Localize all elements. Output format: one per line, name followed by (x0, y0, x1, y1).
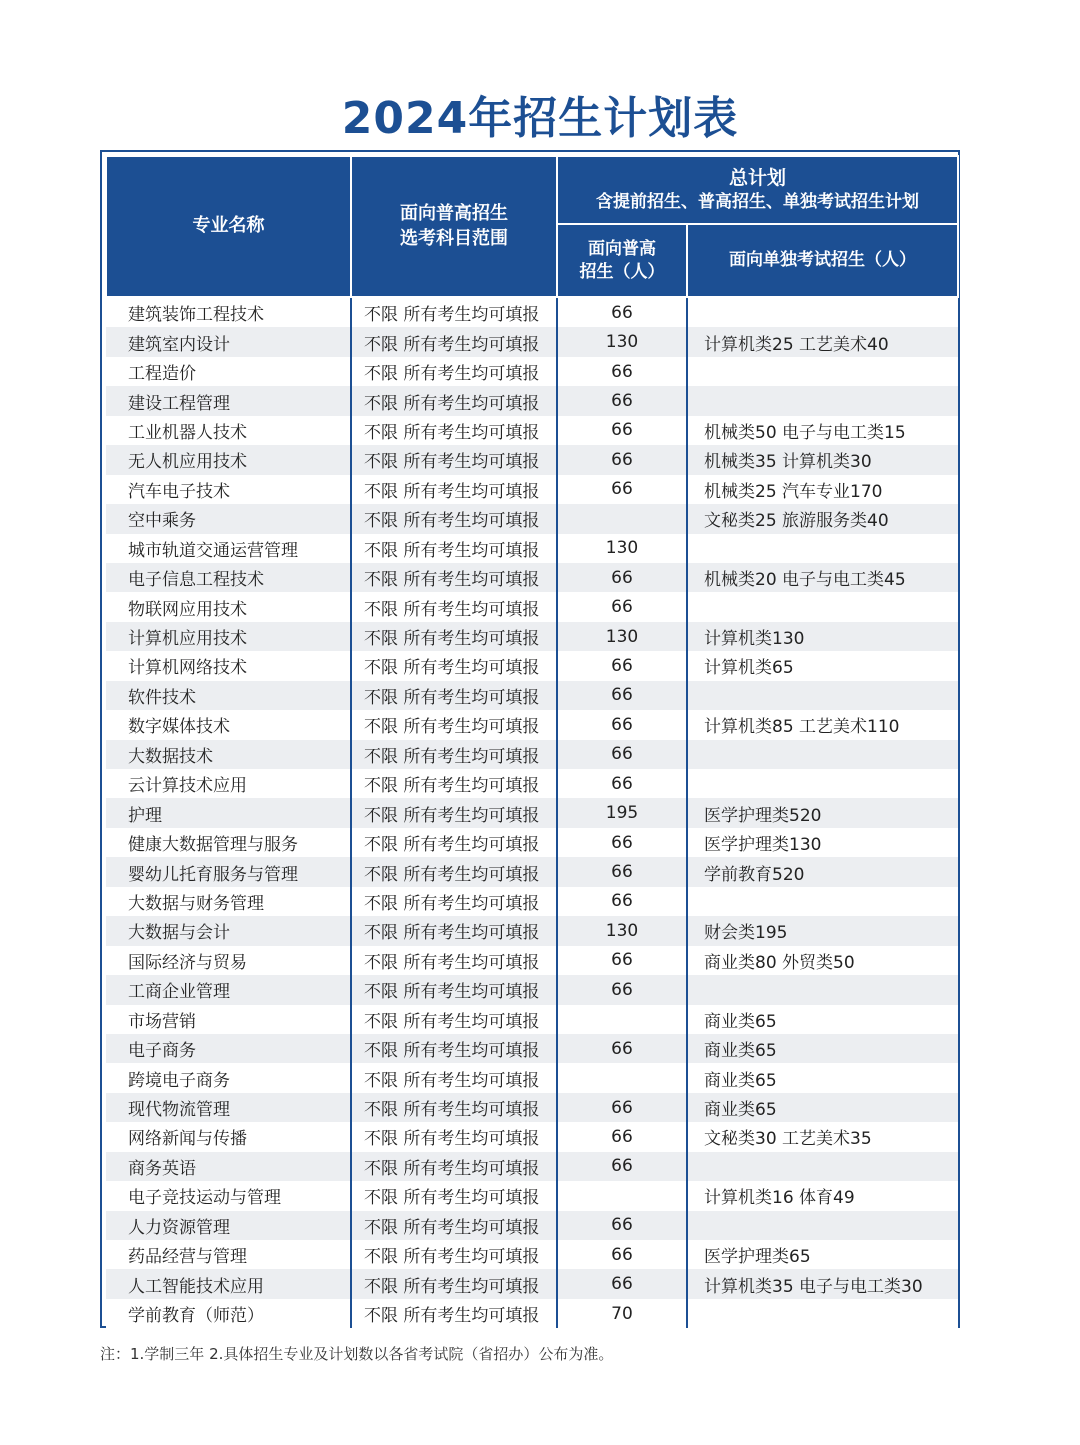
scope-cell: 不限 所有考生均可填报 (351, 1122, 557, 1151)
major-cell: 现代物流管理 (106, 1093, 351, 1122)
major-cell: 软件技术 (106, 681, 351, 710)
page-title: 2024年招生计划表 (341, 93, 739, 144)
single-exam-cell: 机械类20 电子与电工类45 (687, 563, 958, 592)
scope-cell: 不限 所有考生均可填报 (351, 857, 557, 886)
major-cell: 空中乘务 (106, 504, 351, 533)
single-exam-cell: 财会类195 (687, 916, 958, 945)
enrollment-plan-table (100, 150, 960, 1328)
header-general (557, 224, 687, 297)
table-row (106, 1005, 958, 1034)
scope-cell: 不限 所有考生均可填报 (351, 1299, 557, 1328)
major-cell: 健康大数据管理与服务 (106, 828, 351, 857)
major-cell: 计算机网络技术 (106, 651, 351, 680)
general-count-cell: 130 (557, 622, 687, 651)
table-row (106, 386, 958, 415)
scope-cell: 不限 所有考生均可填报 (351, 1034, 557, 1063)
general-count-cell: 66 (557, 386, 687, 415)
single-exam-cell: 商业类80 外贸类50 (687, 946, 958, 975)
scope-cell: 不限 所有考生均可填报 (351, 798, 557, 827)
single-exam-cell (687, 297, 958, 327)
major-cell: 药品经营与管理 (106, 1240, 351, 1269)
single-exam-cell (687, 357, 958, 386)
header-total-sub: 含提前招生、普高招生、单独考试招生计划 (596, 192, 919, 213)
general-count-cell: 130 (557, 534, 687, 563)
major-cell: 护理 (106, 798, 351, 827)
scope-cell: 不限 所有考生均可填报 (351, 975, 557, 1004)
table-row (106, 1093, 958, 1122)
scope-cell: 不限 所有考生均可填报 (351, 710, 557, 739)
table-row (106, 416, 958, 445)
scope-cell: 不限 所有考生均可填报 (351, 592, 557, 621)
table-row (106, 357, 958, 386)
scope-cell: 不限 所有考生均可填报 (351, 828, 557, 857)
single-exam-cell: 医学护理类520 (687, 798, 958, 827)
table-row (106, 887, 958, 916)
general-count-cell: 66 (557, 1211, 687, 1240)
single-exam-cell (687, 1152, 958, 1181)
single-exam-cell (687, 534, 958, 563)
major-cell: 网络新闻与传播 (106, 1122, 351, 1151)
scope-cell: 不限 所有考生均可填报 (351, 1152, 557, 1181)
single-exam-cell: 医学护理类130 (687, 828, 958, 857)
single-exam-cell: 学前教育520 (687, 857, 958, 886)
single-exam-cell (687, 887, 958, 916)
table-row (106, 798, 958, 827)
major-cell: 无人机应用技术 (106, 445, 351, 474)
general-count-cell (557, 1063, 687, 1092)
major-cell: 城市轨道交通运营管理 (106, 534, 351, 563)
single-exam-cell: 商业类65 (687, 1063, 958, 1092)
header-subject-line2: 选考科目范围 (400, 227, 508, 249)
table-row (106, 975, 958, 1004)
table-row (106, 1240, 958, 1269)
general-count-cell: 66 (557, 445, 687, 474)
major-cell: 计算机应用技术 (106, 622, 351, 651)
major-cell: 市场营销 (106, 1005, 351, 1034)
general-count-cell: 130 (557, 327, 687, 356)
header-total-plan (557, 156, 958, 224)
scope-cell: 不限 所有考生均可填报 (351, 916, 557, 945)
major-cell: 国际经济与贸易 (106, 946, 351, 975)
major-cell: 工程造价 (106, 357, 351, 386)
general-count-cell: 66 (557, 416, 687, 445)
header-general-line1: 面向普高 (588, 238, 656, 259)
scope-cell: 不限 所有考生均可填报 (351, 681, 557, 710)
general-count-cell: 66 (557, 1152, 687, 1181)
major-cell: 跨境电子商务 (106, 1063, 351, 1092)
table-row (106, 769, 958, 798)
table-row (106, 327, 958, 356)
single-exam-cell: 医学护理类65 (687, 1240, 958, 1269)
scope-cell: 不限 所有考生均可填报 (351, 1269, 557, 1298)
plan-table (105, 155, 959, 1328)
table-row (106, 534, 958, 563)
single-exam-cell (687, 386, 958, 415)
header-single-exam: 面向单独考试招生（人） (687, 224, 958, 297)
major-cell: 数字媒体技术 (106, 710, 351, 739)
single-exam-cell: 商业类65 (687, 1034, 958, 1063)
general-count-cell: 66 (557, 769, 687, 798)
table-row (106, 1152, 958, 1181)
table-row (106, 916, 958, 945)
table-row (106, 681, 958, 710)
general-count-cell: 66 (557, 357, 687, 386)
single-exam-cell: 计算机类25 工艺美术40 (687, 327, 958, 356)
single-exam-cell: 机械类25 汽车专业170 (687, 475, 958, 504)
single-exam-cell: 机械类35 计算机类30 (687, 445, 958, 474)
general-count-cell: 66 (557, 710, 687, 739)
general-count-cell (557, 504, 687, 533)
single-exam-cell: 文秘类25 旅游服务类40 (687, 504, 958, 533)
major-cell: 人力资源管理 (106, 1211, 351, 1240)
header-major: 专业名称 (106, 156, 351, 297)
general-count-cell: 70 (557, 1299, 687, 1328)
table-row (106, 828, 958, 857)
general-count-cell: 66 (557, 740, 687, 769)
table-row (106, 563, 958, 592)
general-count-cell: 66 (557, 297, 687, 327)
general-count-cell: 66 (557, 563, 687, 592)
scope-cell: 不限 所有考生均可填报 (351, 357, 557, 386)
scope-cell: 不限 所有考生均可填报 (351, 416, 557, 445)
header-general-line2: 招生（人） (579, 261, 665, 282)
major-cell: 云计算技术应用 (106, 769, 351, 798)
major-cell: 电子商务 (106, 1034, 351, 1063)
scope-cell: 不限 所有考生均可填报 (351, 445, 557, 474)
table-row (106, 592, 958, 621)
general-count-cell: 66 (557, 1269, 687, 1298)
single-exam-cell: 机械类50 电子与电工类15 (687, 416, 958, 445)
table-row (106, 1211, 958, 1240)
single-exam-cell (687, 975, 958, 1004)
table-row (106, 1181, 958, 1210)
scope-cell: 不限 所有考生均可填报 (351, 1093, 557, 1122)
scope-cell: 不限 所有考生均可填报 (351, 327, 557, 356)
table-row (106, 1063, 958, 1092)
header-total-title: 总计划 (728, 166, 786, 189)
major-cell: 大数据与财务管理 (106, 887, 351, 916)
general-count-cell: 66 (557, 975, 687, 1004)
scope-cell: 不限 所有考生均可填报 (351, 1211, 557, 1240)
major-cell: 大数据与会计 (106, 916, 351, 945)
major-cell: 婴幼儿托育服务与管理 (106, 857, 351, 886)
single-exam-cell (687, 681, 958, 710)
single-exam-cell: 商业类65 (687, 1093, 958, 1122)
scope-cell: 不限 所有考生均可填报 (351, 386, 557, 415)
table-row (106, 1299, 958, 1328)
major-cell: 大数据技术 (106, 740, 351, 769)
scope-cell: 不限 所有考生均可填报 (351, 475, 557, 504)
table-row (106, 297, 958, 327)
scope-cell: 不限 所有考生均可填报 (351, 769, 557, 798)
general-count-cell (557, 1181, 687, 1210)
table-row (106, 1034, 958, 1063)
general-count-cell: 66 (557, 1122, 687, 1151)
single-exam-cell (687, 1211, 958, 1240)
general-count-cell: 66 (557, 1093, 687, 1122)
major-cell: 建筑装饰工程技术 (106, 297, 351, 327)
single-exam-cell (687, 592, 958, 621)
scope-cell: 不限 所有考生均可填报 (351, 887, 557, 916)
major-cell: 电子竞技运动与管理 (106, 1181, 351, 1210)
general-count-cell: 66 (557, 946, 687, 975)
general-count-cell: 130 (557, 916, 687, 945)
table-row (106, 1269, 958, 1298)
table-row (106, 651, 958, 680)
major-cell: 学前教育（师范） (106, 1299, 351, 1328)
scope-cell: 不限 所有考生均可填报 (351, 297, 557, 327)
general-count-cell: 66 (557, 475, 687, 504)
scope-cell: 不限 所有考生均可填报 (351, 534, 557, 563)
major-cell: 商务英语 (106, 1152, 351, 1181)
single-exam-cell: 计算机类65 (687, 651, 958, 680)
general-count-cell: 66 (557, 857, 687, 886)
general-count-cell: 66 (557, 828, 687, 857)
major-cell: 建设工程管理 (106, 386, 351, 415)
general-count-cell (557, 1005, 687, 1034)
scope-cell: 不限 所有考生均可填报 (351, 563, 557, 592)
major-cell: 建筑室内设计 (106, 327, 351, 356)
general-count-cell: 195 (557, 798, 687, 827)
single-exam-cell: 计算机类16 体育49 (687, 1181, 958, 1210)
table-row (106, 445, 958, 474)
table-row (106, 857, 958, 886)
table-body (106, 297, 958, 1328)
general-count-cell: 66 (557, 1034, 687, 1063)
single-exam-cell (687, 1299, 958, 1328)
table-row (106, 710, 958, 739)
scope-cell: 不限 所有考生均可填报 (351, 1240, 557, 1269)
table-row (106, 622, 958, 651)
major-cell: 汽车电子技术 (106, 475, 351, 504)
scope-cell: 不限 所有考生均可填报 (351, 1181, 557, 1210)
scope-cell: 不限 所有考生均可填报 (351, 1005, 557, 1034)
table-row (106, 740, 958, 769)
general-count-cell: 66 (557, 681, 687, 710)
table-row (106, 946, 958, 975)
major-cell: 电子信息工程技术 (106, 563, 351, 592)
table-header (106, 156, 958, 297)
table-row (106, 504, 958, 533)
single-exam-cell (687, 769, 958, 798)
scope-cell: 不限 所有考生均可填报 (351, 651, 557, 680)
header-subject-scope (351, 156, 557, 297)
header-subject-line1: 面向普高招生 (400, 203, 508, 225)
scope-cell: 不限 所有考生均可填报 (351, 740, 557, 769)
general-count-cell: 66 (557, 651, 687, 680)
table-row (106, 1122, 958, 1151)
single-exam-cell: 文秘类30 工艺美术35 (687, 1122, 958, 1151)
single-exam-cell: 商业类65 (687, 1005, 958, 1034)
scope-cell: 不限 所有考生均可填报 (351, 622, 557, 651)
major-cell: 工业机器人技术 (106, 416, 351, 445)
scope-cell: 不限 所有考生均可填报 (351, 946, 557, 975)
single-exam-cell: 计算机类35 电子与电工类30 (687, 1269, 958, 1298)
major-cell: 人工智能技术应用 (106, 1269, 351, 1298)
scope-cell: 不限 所有考生均可填报 (351, 1063, 557, 1092)
general-count-cell: 66 (557, 887, 687, 916)
major-cell: 工商企业管理 (106, 975, 351, 1004)
scope-cell: 不限 所有考生均可填报 (351, 504, 557, 533)
major-cell: 物联网应用技术 (106, 592, 351, 621)
footnote: 注：1.学制三年 2.具体招生专业及计划数以各省考试院（省招办）公布为准。 (100, 1345, 614, 1363)
table-row (106, 475, 958, 504)
general-count-cell: 66 (557, 1240, 687, 1269)
single-exam-cell (687, 740, 958, 769)
single-exam-cell: 计算机类85 工艺美术110 (687, 710, 958, 739)
general-count-cell: 66 (557, 592, 687, 621)
single-exam-cell: 计算机类130 (687, 622, 958, 651)
